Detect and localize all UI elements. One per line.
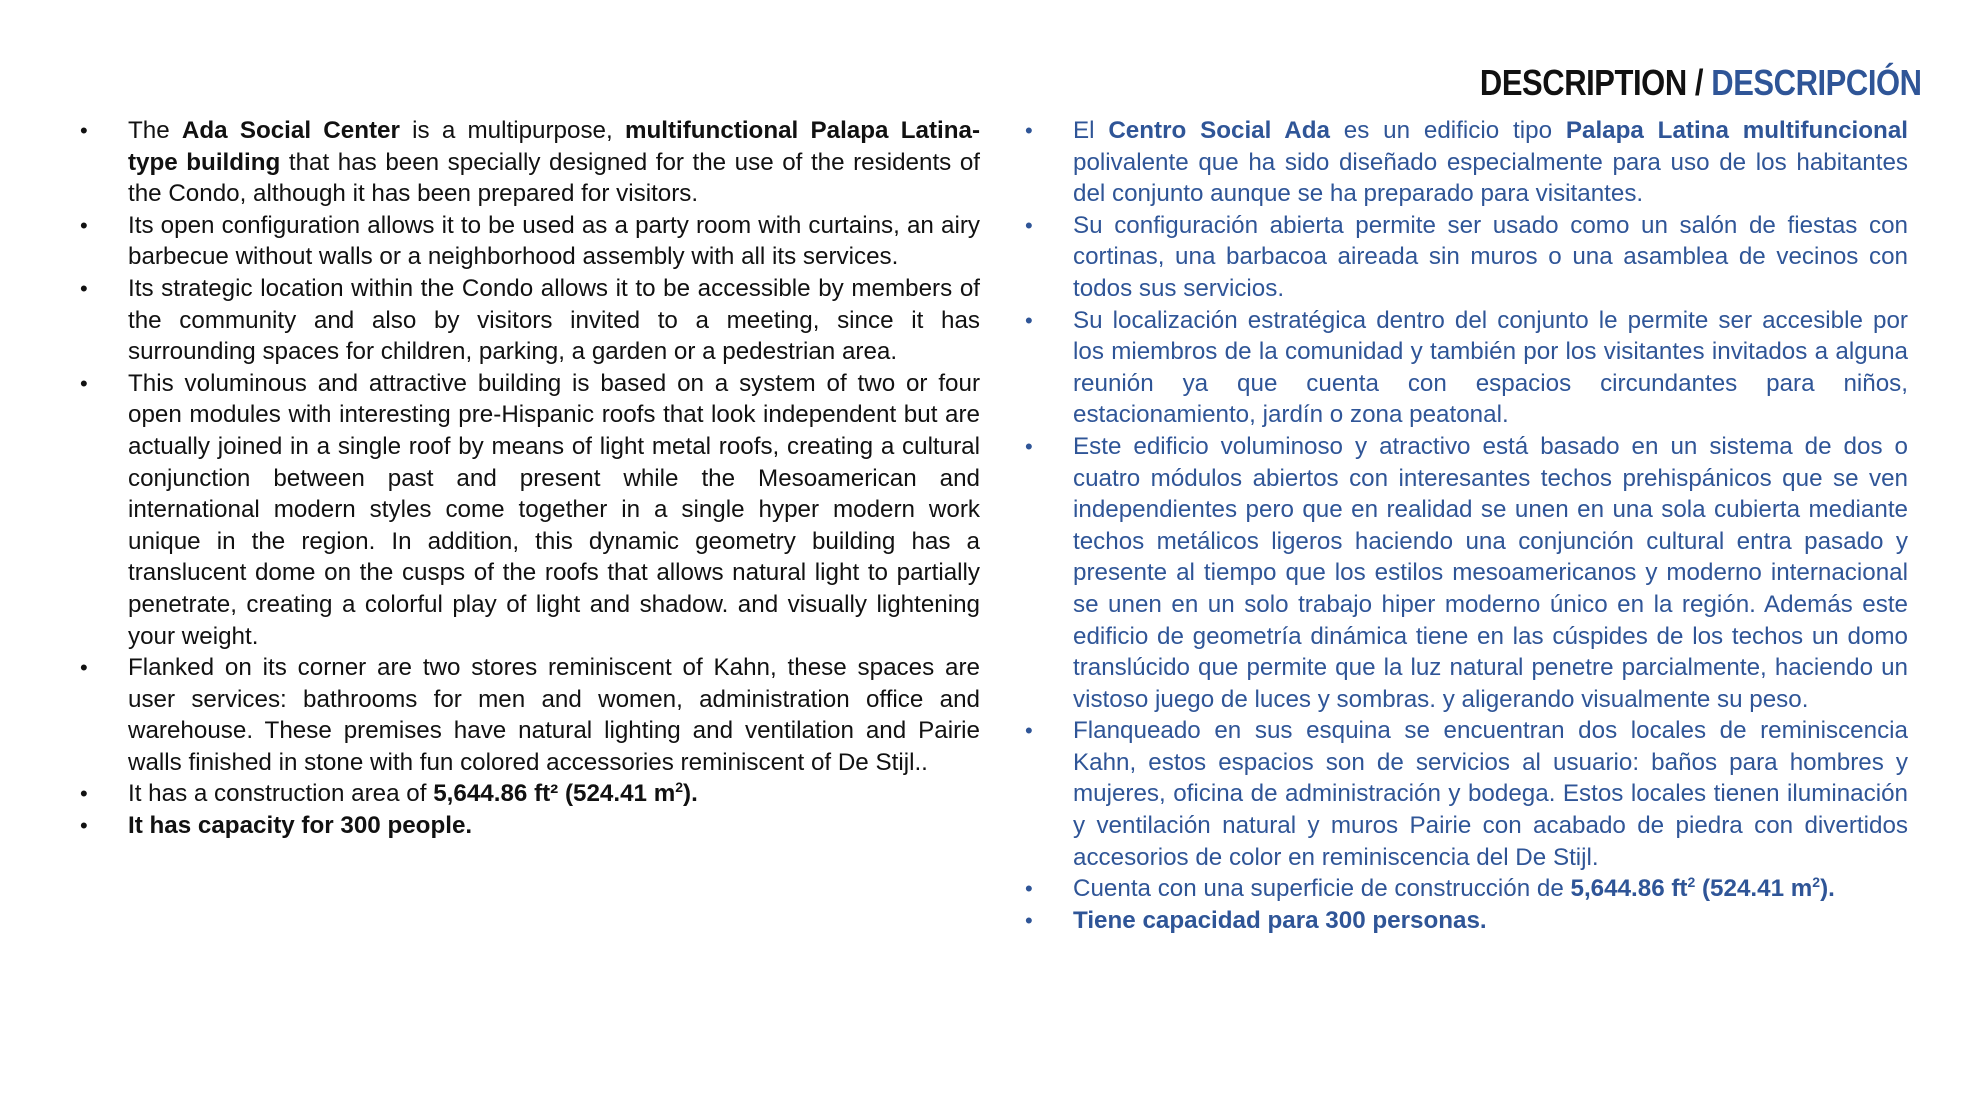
text-run: es un edificio tipo: [1329, 117, 1566, 144]
bold-text-run: Palapa Latina multifuncional: [1565, 117, 1908, 144]
text-run: Flanked on its corner are two stores reminiscent of Kahn, these spaces are user services: bathrooms for men and women, administration office and warehouse. These premises have natural lighting and ventilation and Pairie walls finished in stone with fun colored accessories reminiscent of De Stijl..: [128, 654, 980, 776]
english-bullet-item: [78, 652, 980, 778]
page-heading: [1480, 62, 1922, 104]
english-bullet-item: [78, 778, 980, 810]
text-run: polivalente que ha sido diseñado especialmente para uso de los habitantes del conjunto aunque se ha preparado para visitantes.: [1073, 148, 1908, 208]
text-run: Flanqueado en sus esquina se encuentran dos locales de reminiscencia Kahn, estos espacios son de servicios al usuario: baños para hombres y mujeres, oficina de administración y bodega. Estos locales tienen iluminación y ventilación natural y muros Pairie con acabado de piedra con divertidos accesorios de color en reminiscencia del De Stijl.: [1073, 717, 1908, 871]
spanish-description-list: [1023, 115, 1908, 936]
bold-text-run: 5,644.86 ft² (524.41 m: [433, 780, 676, 808]
superscript: 2: [1812, 874, 1821, 891]
english-bullet-item: [78, 115, 980, 210]
heading-separator: /: [1687, 62, 1712, 103]
superscript: 2: [675, 779, 684, 796]
heading-english: DESCRIPTION: [1480, 62, 1688, 103]
bold-superscript-run: [1812, 875, 1820, 902]
text-run: Its open configuration allows it to be used as a party room with curtains, an airy barbecue without walls or a neighborhood assembly with all its services.: [128, 211, 980, 271]
spanish-bullet-item: [1023, 305, 1908, 431]
spanish-bullet-item: [1023, 210, 1908, 305]
superscript: 2: [1687, 874, 1696, 891]
text-run: is a multipurpose,: [399, 117, 625, 144]
bold-text-run: It has capacity for 300 people.: [128, 812, 473, 840]
text-run: that has been specially designed for the use of the residents of the Condo, although it has been prepared for visitors.: [128, 148, 980, 208]
text-run: Este edificio voluminoso y atractivo está basado en un sistema de dos o cuatro módulos abiertos con interesantes techos prehispánicos que se ven independientes pero que en realidad se unen en una sola cubierta mediante techos metálicos ligeros haciendo una conjunción cultural entra pasado y presente al tiempo que los estilos mesoamericanos y moderno internacional se unen en un solo trabajo hiper moderno único en la región. Además este edificio de geometría dinámica tiene en las cúspides de los techos un domo translúcido que permite que la luz natural penetre parcialmente, haciendo un vistoso juego de luces y sombras. y aligerando visualmente su peso.: [1073, 432, 1908, 713]
text-run: It has a construction area of: [128, 780, 434, 808]
english-description-list: [78, 115, 980, 842]
text-run: Su localización estratégica dentro del conjunto le permite ser accesible por los miembros de la comunidad y también por los visitantes invitados a alguna reunión ya que cuenta con espacios circundantes para niños, estacionamiento, jardín o zona peatonal.: [1073, 306, 1908, 429]
spanish-bullet-item: [1023, 905, 1908, 937]
text-run: The: [128, 117, 182, 144]
text-run: El: [1073, 117, 1109, 144]
english-bullet-item: [78, 810, 980, 842]
spanish-bullet-item: [1023, 873, 1908, 905]
english-bullet-item: [78, 210, 980, 273]
spanish-bullet-item: [1023, 715, 1908, 873]
english-bullet-item: [78, 273, 980, 368]
bold-text-run: ).: [683, 780, 698, 808]
spanish-bullet-item: [1023, 115, 1908, 210]
text-run: Its strategic location within the Condo allows it to be accessible by members of the community and also by visitors invited to a meeting, since it has surrounding spaces for children, parking, a garden or a pedestrian area.: [128, 274, 980, 366]
english-bullet-item: [78, 368, 980, 652]
bold-text-run: multifunctional Palapa Latina-type building: [128, 117, 980, 176]
bold-text-run: ).: [1820, 875, 1835, 903]
bold-text-run: Centro Social Ada: [1108, 117, 1330, 144]
text-run: Su configuración abierta permite ser usado como un salón de fiestas con cortinas, una barbacoa aireada sin muros o una asamblea de vecinos con todos sus servicios.: [1073, 211, 1908, 302]
bold-text-run: (524.41 m: [1695, 875, 1813, 903]
text-run: This voluminous and attractive building is based on a system of two or four open modules with interesting pre-Hispanic roofs that look independent but are actually joined in a single roof by means of light metal roofs, creating a cultural conjunction between past and present while the Mesoamerican and international modern styles come together in a single hyper modern work unique in the region. In addition, this dynamic geometry building has a translucent dome on the cusps of the roofs that allows natural light to partially penetrate, creating a colorful play of light and shadow. and visually lightening your weight.: [128, 369, 980, 650]
bold-text-run: Ada Social Center: [181, 117, 400, 144]
text-run: Cuenta con una superficie de construcción de: [1073, 875, 1571, 903]
bold-text-run: 5,644.86 ft: [1570, 875, 1688, 903]
bold-superscript-run: [675, 780, 683, 807]
bold-text-run: Tiene capacidad para 300 personas.: [1073, 906, 1487, 934]
heading-spanish: DESCRIPCIÓN: [1711, 62, 1922, 103]
spanish-bullet-item: [1023, 431, 1908, 715]
